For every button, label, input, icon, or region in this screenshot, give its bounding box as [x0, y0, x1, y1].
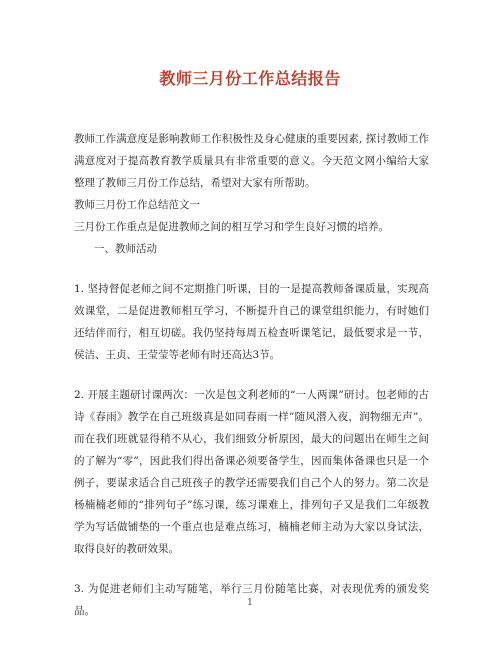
focus-paragraph: 三月份工作重点是促进教师之间的相互学习和学生良好习惯的培养。 [74, 221, 389, 233]
document-body [74, 128, 429, 622]
section-heading: 一、教师活动 [94, 243, 157, 255]
activity-item-3: 3. 为促进老师们主动写随笔，举行三月份随笔比赛，对表现优秀的颁发奖品。 [74, 583, 429, 617]
activity-item-1: 1. 坚持督促老师之间不定期推门听课，目的一是提高教师备课质量，实现高效课堂，二是促进教师相互学习，不断提升自己的课堂组织能力，有时她们还结伴而行，相互切磋。我仍坚持每周五检查听课笔记，最低要求是一节，侯洁、王贞、王莹莹等老师有时还高达3节。 [74, 283, 429, 361]
document-title: 教师三月份工作总结报告 [159, 69, 341, 88]
subtitle-paragraph: 教师三月份工作总结范文一 [74, 199, 200, 211]
intro-paragraph: 教师工作满意度是影响教师工作积极性及身心健康的重要因素, 探讨教师工作满意度对于提高教育教学质量具有非常重要的意义。今天范文网小编给大家整理了教师三月份工作总结，希望对大家有所帮助。 [74, 133, 429, 189]
activity-item-2: 2. 开展主题研讨课两次：一次是包文利老师的“一人两课”研讨。包老师的古诗《春雨》教学在自己班级真是如同春雨一样”随风潜入夜，润物细无声”。而在我们班就显得稍不从心，我们细致分析原因，最大的问题出在师生之间的了解为“零”，因此我们得出备课必须要备学生，因而集体备课也只是一个例子，要谋求适合自己班孩子的教学还需要我们自己个人的努力。第二次是杨楠楠老师的“排列句子”练习课，练习课难上，排列句子又是我们二年级教学为写话做铺垫的一个重点也是难点练习，楠楠老师主动为大家以身试法，取得良好的教研效果。 [74, 389, 429, 555]
page-number: 1 [247, 598, 253, 608]
